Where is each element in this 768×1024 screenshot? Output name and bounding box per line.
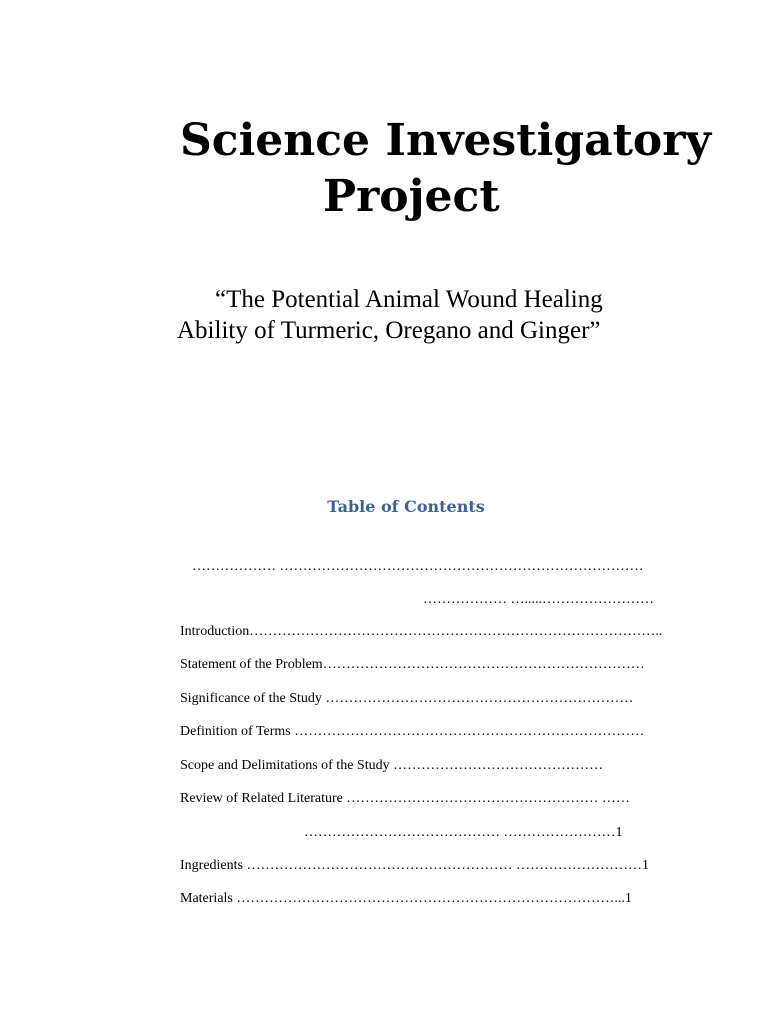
toc-entry: ……………… ….....…………………… [423, 592, 654, 607]
toc-entry-scope-and-delimitations: Scope and Delimitations of the Study ……………………………………… [180, 758, 604, 773]
toc-entry-review-of-related-literature: Review of Related Literature ……………………………………………… …… [180, 791, 630, 806]
subtitle-line-2: Ability of Turmeric, Oregano and Ginger” [177, 317, 601, 344]
title-line-1: Science Investigatory [180, 115, 712, 166]
toc-entry: …………………………………… ……………………1 [304, 825, 623, 840]
title-line-2: Project [323, 171, 500, 222]
subtitle-line-1: “The Potential Animal Wound Healing [215, 286, 603, 313]
toc-entry-statement-of-the-problem: Statement of the Problem…………………………………………………………… [180, 657, 645, 672]
toc-entry-definition-of-terms: Definition of Terms ………………………………………………………………… [180, 724, 645, 739]
toc-entry-significance-of-the-study: Significance of the Study ………………………………………………………… [180, 691, 634, 706]
toc-entry-ingredients: Ingredients ………………………………………………… ………………………1 [180, 858, 649, 873]
toc-entry: ……………… …………………………………………………………………… [192, 559, 644, 574]
toc-heading: Table of Contents [327, 497, 485, 516]
toc-entry-introduction: Introduction…………………………………………………………………………….. [180, 624, 663, 639]
toc-entry-materials: Materials ………………………………………………………………………...1 [180, 891, 632, 906]
